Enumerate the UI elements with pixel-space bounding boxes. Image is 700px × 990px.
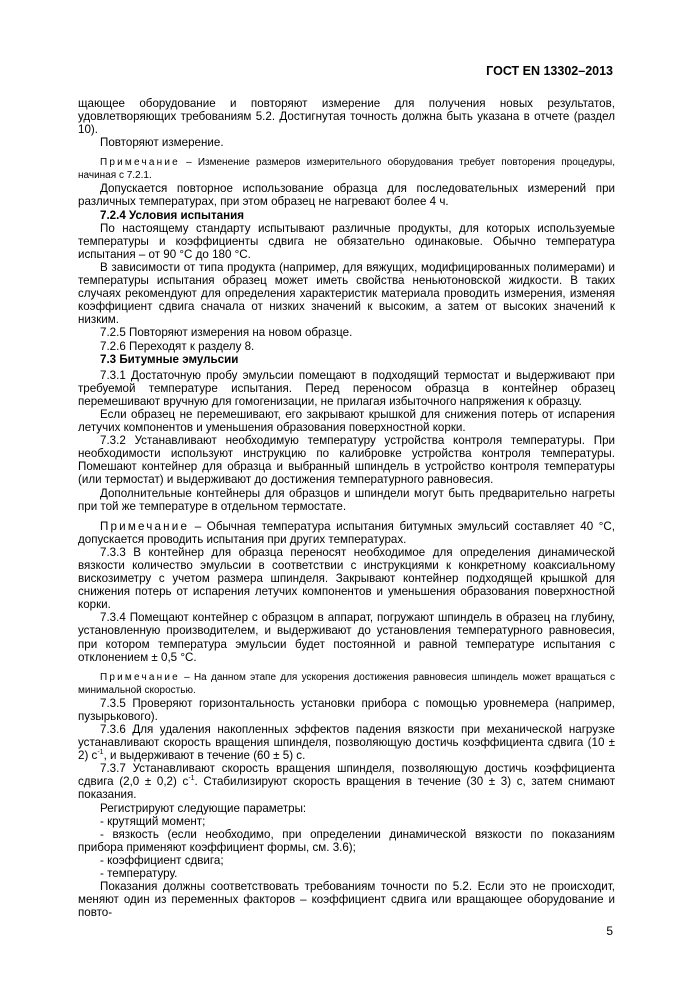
paragraph: В зависимости от типа продукта (например, для вяжущих, модифицированных полимерами) и температуры испытания образец может иметь свойства неньютоновской жидкости. В таких случаях рекомендуют для определения характеристик материала проводить измерения, изменяя коэффициент сдвига сначала от низких значений к высоким, а затем от высоких значений к низким. [78,260,615,327]
superscript: -1 [97,749,104,757]
note [78,156,615,182]
note-label: Примечание [100,671,180,683]
section-heading: 7.3 Битумные эмульсии [100,352,239,366]
paragraph: 7.3.5 Проверяют горизонтальность установки прибора с помощью уровнемера (например, пузырькового). [78,696,615,723]
superscript: -1 [188,775,195,783]
note-label: Примечание [100,157,180,169]
note-label: Примечание [100,519,190,533]
list-item: - крутящий момент; [100,814,206,828]
section-heading: 7.2.4 Условия испытания [100,208,244,222]
list-item: - вязкость (если необходимо, при определении динамической вязкости по показаниям прибора применяют коэффициент формы, см. 3.6); [78,827,615,854]
note-text: – На данном этапе для ускорения достижения равновесия шпиндель может вращаться с минимальной скоростью. [78,671,615,696]
paragraph-part: 7.3.6 Для удаления накопленных эффектов падения вязкости при механической нагрузке устанавливают скорость вращения шпинделя, позволяющую достичь коэффициента сдвига (10 ± 2) с [78,722,615,763]
paragraph: 7.3.2 Устанавливают необходимую температуру устройства контроля температуры. При необходимости используют инструкцию по калибровке устройства контроля температуры. Помешают контейнер для образца и выбранный шпиндель в устройство контроля температуры (или термостат) и выдерживают до достижения температурного равновесия. [78,434,615,487]
paragraph: 7.2.6 Переходят к разделу 8. [100,339,255,353]
paragraph [78,723,615,762]
paragraph: Если образец не перемешивают, его закрывают крышкой для снижения потерь от испарения летучих компонентов и уменьшения образования поверхностной корки. [78,407,615,435]
paragraph-part: , и выдерживают в течение (60 ± 5) с. [103,749,306,763]
paragraph: По настоящему стандарту испытывают различные продукты, для которых используемые температуры и коэффициенты сдвига не обязательно одинаковые. Обычно температура испытания – от 90 °С до 180 °С. [78,221,615,261]
note [78,520,615,546]
paragraph: Повторяют измерение. [100,136,224,150]
paragraph: 7.3.1 Достаточную пробу эмульсии помещают в подходящий термостат и выдерживают при требуемой температуре испытания. Перед переносом образца в контейнер образец перемешивают вручную для гомогенизации, не прилагая избыточного напряжения к образцу. [78,368,615,408]
note [78,671,615,697]
list-item: - коэффициент сдвига; [100,853,224,867]
list-item: - температуру. [100,866,178,880]
page-number: 5 [606,924,613,938]
paragraph: щающее оборудование и повторяют измерение для получения новых результатов, удовлетворяющих требованиям 5.2. Достигнутая точность должна быть указана в отчете (раздел 10). [78,97,615,137]
page-body [78,97,615,919]
note-text: – Изменение размеров измерительного оборудования требует повторения процедуры, начиная с 7.2.1. [78,157,615,182]
paragraph [78,762,615,801]
paragraph: Показания должны соответствовать требованиям точности по 5.2. Если это не происходит, меняют один из переменных факторов – коэффициент сдвига или вращающее оборудование и повто- [78,880,615,920]
paragraph: Дополнительные контейнеры для образцов и шпиндели могут быть предварительно нагреты при той же температуре в отдельном термостате. [78,486,615,513]
paragraph: 7.3.3 В контейнер для образца переносят необходимое для определения динамической вязкости количество эмульсии в соответствии с инструкциями к конкретному коаксиальному вискозиметру с учетом размера шпинделя. Закрывают контейнер подходящей крышкой для снижения потерь от испарения летучих компонентов и уменьшения образования поверхностной корки. [78,545,615,612]
paragraph: 7.3.4 Помещают контейнер с образцом в аппарат, погружают шпиндель в образец на глубину, установленную производителем, и выдерживают до установления температурного равновесия, при котором температура эмульсии будет постоянной и равной температуре испытания с отклонением ± 0,5 °С. [78,611,615,664]
paragraph: 7.2.5 Повторяют измерения на новом образце. [100,326,353,340]
paragraph-part: . Стабилизируют скорость вращения в течение (30 ± 3) с, затем снимают показания. [78,775,616,802]
paragraph: Регистрируют следующие параметры: [100,801,307,815]
paragraph-part: 7.3.7 Устанавливают скорость вращения шпинделя, позволяющую достичь коэффициента сдвига (2,0 ± 0,2) с [78,762,615,789]
document-header: ГОСТ EN 13302–2013 [486,64,613,78]
paragraph: Допускается повторное использование образца для последовательных измерений при различных температурах, при этом образец не нагревают более 4 ч. [78,182,615,209]
note-text: – Обычная температура испытания битумных эмульсий составляет 40 °С, допускается проводить испытания при других температурах. [78,519,615,546]
